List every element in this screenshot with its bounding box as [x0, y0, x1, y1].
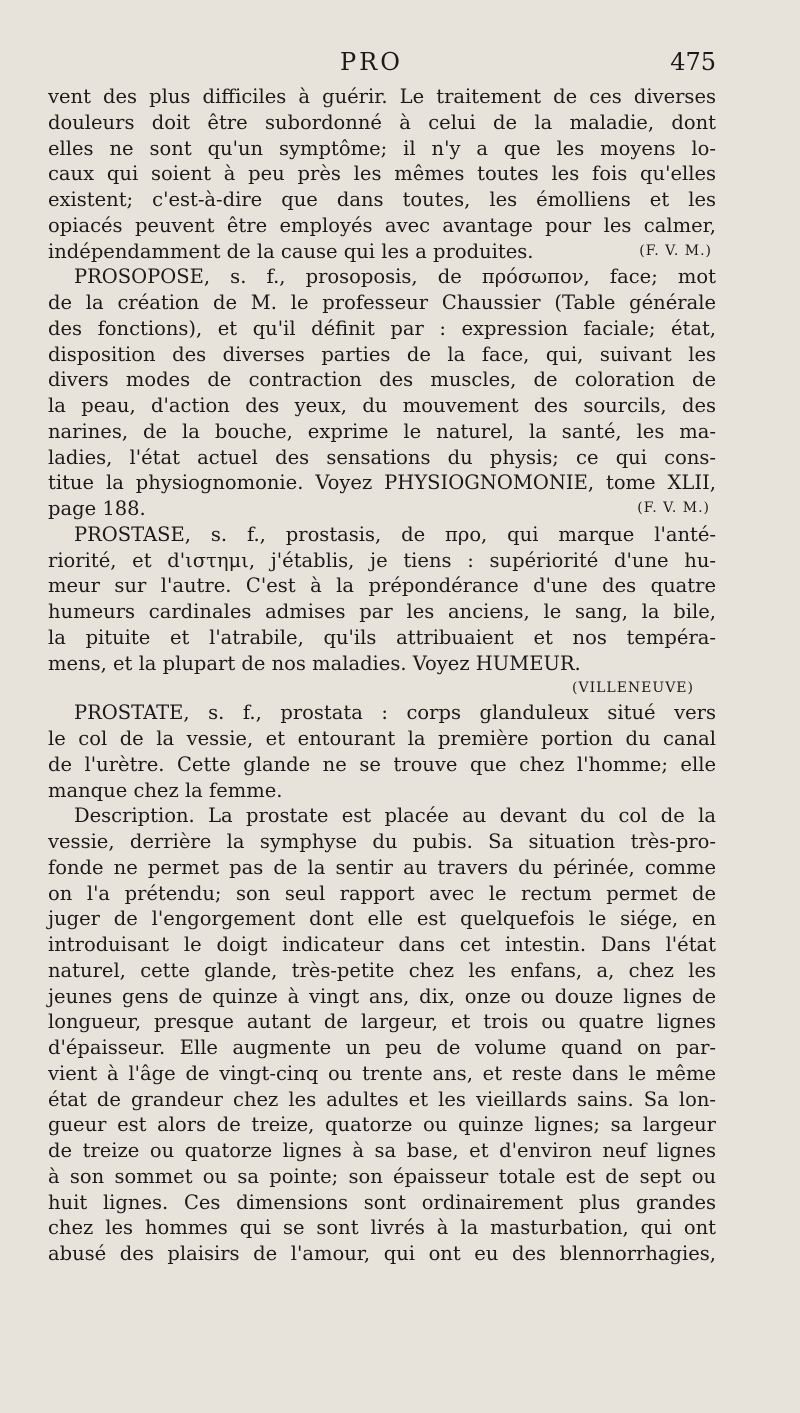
- text-line: vient à l'âge de vingt-cinq ou trente ans, et reste dans le même: [48, 1061, 716, 1085]
- text-line: juger de l'engorgement dont elle est quelquefois le siége, en: [48, 907, 716, 931]
- text-line: opiacés peuvent être employés avec avantage pour les calmer,: [48, 213, 716, 237]
- text-line: vessie, derrière la symphyse du pubis. Sa situation très-pro-: [48, 830, 716, 853]
- text-line: à son sommet ou sa pointe; son épaisseur totale est de sept ou: [48, 1164, 716, 1188]
- text-line: humeurs cardinales admises par les anciens, le sang, la bile,: [48, 600, 716, 623]
- text-line: longueur, presque autant de largeur, et trois ou quatre lignes: [48, 1010, 716, 1034]
- author-signature: (F. V. M.): [637, 500, 710, 516]
- text-line: de treize ou quatorze lignes à sa base, et d'environ neuf lignes: [48, 1139, 716, 1162]
- text-line: vent des plus difficiles à guérir. Le traitement de ces diverses: [48, 85, 716, 108]
- text-line: état de grandeur chez les adultes et les vieillards sains. Sa lon-: [48, 1087, 716, 1111]
- page-number: 475: [670, 48, 716, 76]
- entry-prostase: PROSTASE, s. f., prostasis, de προ, qui marque l'anté-: [74, 522, 716, 546]
- text-line: de l'urètre. Cette glande ne se trouve que chez l'homme; elle: [48, 752, 716, 776]
- entry-prostate: PROSTATE, s. f., prostata : corps glanduleux situé vers: [74, 701, 716, 725]
- text-line: meur sur l'autre. C'est à la prépondérance d'une des quatre: [48, 574, 716, 598]
- text-line: de la création de M. le professeur Chaussier (Table générale: [48, 291, 716, 314]
- text-line: huit lignes. Ces dimensions sont ordinairement plus grandes: [48, 1190, 716, 1214]
- author-signature: (VILLENEUVE): [572, 680, 694, 697]
- text-line: la pituite et l'atrabile, qu'ils attribuaient et nos tempéra-: [48, 625, 716, 649]
- text-line: disposition des diverses parties de la face, qui, suivant les: [48, 342, 716, 366]
- text-line: elles ne sont qu'un symptôme; il n'y a que les moyens lo-: [48, 136, 716, 160]
- text-line: le col de la vessie, et entourant la première portion du canal: [48, 727, 716, 750]
- page-header: [0, 48, 800, 82]
- text-line: jeunes gens de quinze à vingt ans, dix, onze ou douze lignes de: [48, 984, 716, 1008]
- dictionary-text: [48, 84, 716, 1267]
- text-line: mens, et la plupart de nos maladies. Voyez HUMEUR.: [48, 651, 581, 675]
- text-line: la peau, d'action des yeux, du mouvement des sourcils, des: [48, 394, 716, 417]
- text-line: narines, de la bouche, exprime le naturel, la santé, les ma-: [48, 419, 716, 443]
- text-line: ladies, l'état actuel des sensations du physis; ce qui cons-: [48, 445, 716, 469]
- text-line: existent; c'est-à-dire que dans toutes, les émolliens et les: [48, 188, 716, 211]
- text-line: on l'a prétendu; son seul rapport avec le rectum permet de: [48, 881, 716, 905]
- text-line: gueur est alors de treize, quatorze ou quinze lignes; sa largeur: [48, 1113, 716, 1137]
- text-line: d'épaisseur. Elle augmente un peu de volume quand on par-: [48, 1036, 716, 1059]
- text-line: indépendamment de la cause qui les a produites.: [48, 239, 534, 263]
- text-line-with-signature: [48, 239, 716, 265]
- text-line: fonde ne permet pas de la sentir au travers du périnée, comme: [48, 855, 716, 879]
- text-line: divers modes de contraction des muscles, de coloration de: [48, 368, 716, 392]
- text-line: chez les hommes qui se sont livrés à la masturbation, qui ont: [48, 1216, 716, 1240]
- section-description: Description. La prostate est placée au devant du col de la: [74, 804, 716, 828]
- running-head: PRO: [340, 48, 403, 76]
- text-line-with-signature: [48, 496, 716, 522]
- text-line: introduisant le doigt indicateur dans cet intestin. Dans l'état: [48, 933, 716, 956]
- text-line: titue la physiognomonie. Voyez PHYSIOGNOMONIE, tome XLII,: [48, 471, 716, 495]
- text-line: manque chez la femme.: [48, 778, 283, 802]
- text-line: douleurs doit être subordonné à celui de la maladie, dont: [48, 110, 716, 134]
- author-signature: (F. V. M.): [639, 242, 712, 259]
- text-line: des fonctions), et qu'il définit par : expression faciale; état,: [48, 316, 716, 340]
- text-line: page 188.: [48, 497, 146, 520]
- text-line: naturel, cette glande, très-petite chez les enfans, a, chez les: [48, 958, 716, 982]
- entry-prosopose: PROSOPOSE, s. f., prosoposis, de πρόσωπον, face; mot: [74, 265, 716, 289]
- text-line: riorité, et d'ιστημι, j'établis, je tiens : supériorité d'une hu-: [48, 548, 716, 572]
- text-line: abusé des plaisirs de l'amour, qui ont eu des blennorrhagies,: [48, 1242, 716, 1265]
- text-line: caux qui soient à peu près les mêmes toutes les fois qu'elles: [48, 162, 716, 186]
